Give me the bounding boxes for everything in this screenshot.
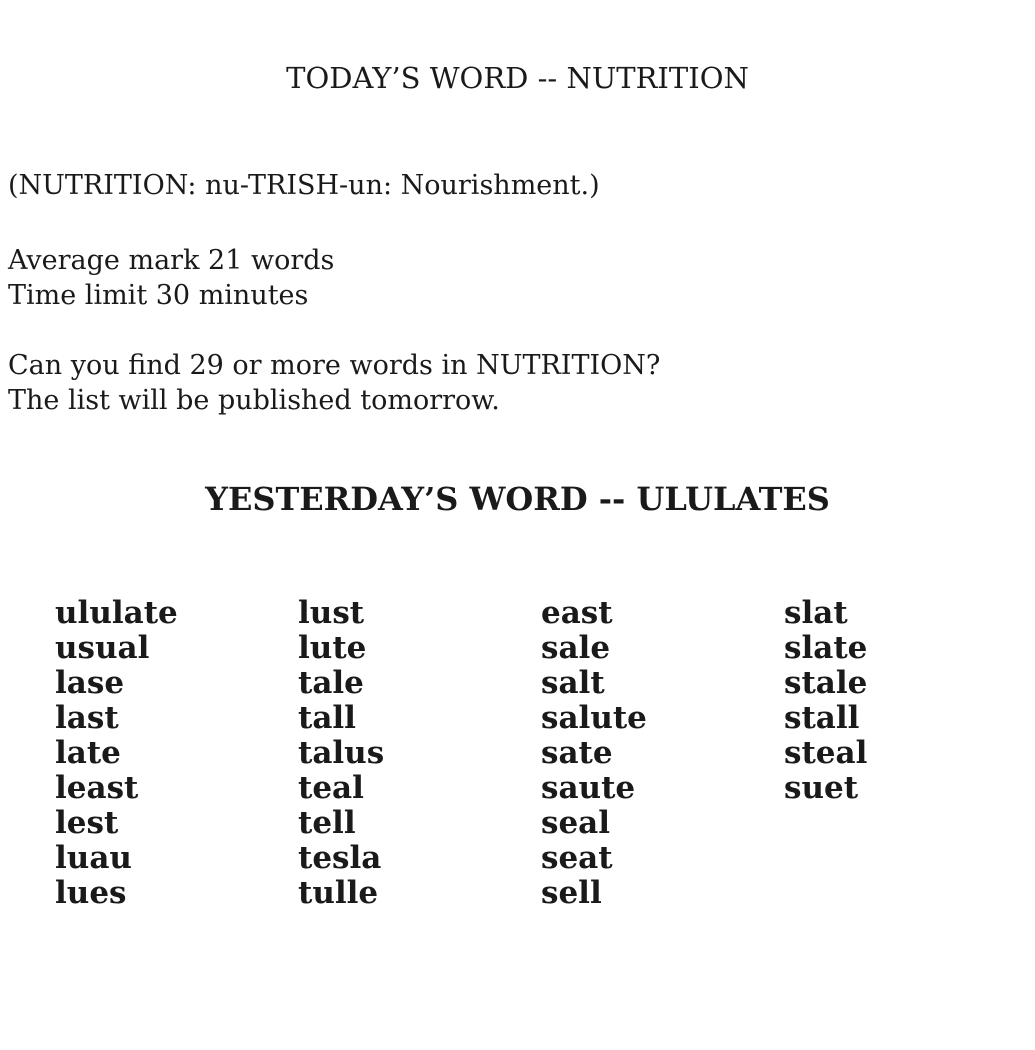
word-item: slate <box>784 630 868 666</box>
challenge-question: Can you find 29 or more words in NUTRITION? <box>8 350 661 381</box>
word-item: sell <box>541 875 602 911</box>
word-item: sate <box>541 735 613 771</box>
todays-word-title: TODAY’S WORD -- NUTRITION <box>286 61 749 95</box>
word-item: east <box>541 595 613 631</box>
word-item: salute <box>541 700 647 736</box>
word-item: usual <box>55 630 150 666</box>
word-item: talus <box>298 735 385 771</box>
word-item: tesla <box>298 840 382 876</box>
word-item: tall <box>298 700 356 736</box>
word-item: salt <box>541 665 605 701</box>
challenge-block <box>8 348 660 418</box>
word-item: lase <box>55 665 125 701</box>
word-item: stale <box>784 665 868 701</box>
word-item: lues <box>55 875 127 911</box>
word-column <box>541 596 781 911</box>
publish-note: The list will be published tomorrow. <box>8 385 500 416</box>
word-item: least <box>55 770 139 806</box>
word-item: slat <box>784 595 848 631</box>
time-limit: Time limit 30 minutes <box>8 280 309 311</box>
word-item: late <box>55 735 121 771</box>
word-item: teal <box>298 770 364 806</box>
word-column <box>784 596 1024 806</box>
word-item: seal <box>541 805 611 841</box>
word-column <box>55 596 295 911</box>
word-item: seat <box>541 840 613 876</box>
word-item: last <box>55 700 119 736</box>
word-item: tale <box>298 665 364 701</box>
word-column <box>298 596 538 911</box>
word-item: tulle <box>298 875 379 911</box>
word-item: sale <box>541 630 611 666</box>
stats-block <box>8 243 334 313</box>
word-item: luau <box>55 840 132 876</box>
word-item: ululate <box>55 595 178 631</box>
word-item: lust <box>298 595 365 631</box>
word-definition: (NUTRITION: nu-TRISH-un: Nourishment.) <box>8 170 600 201</box>
word-item: steal <box>784 735 868 771</box>
word-item: suet <box>784 770 859 806</box>
word-item: lest <box>55 805 119 841</box>
word-item: saute <box>541 770 636 806</box>
average-mark: Average mark 21 words <box>8 245 335 276</box>
word-item: lute <box>298 630 367 666</box>
word-item: tell <box>298 805 356 841</box>
yesterdays-word-title: YESTERDAY’S WORD -- ULULATES <box>205 480 830 518</box>
word-item: stall <box>784 700 860 736</box>
